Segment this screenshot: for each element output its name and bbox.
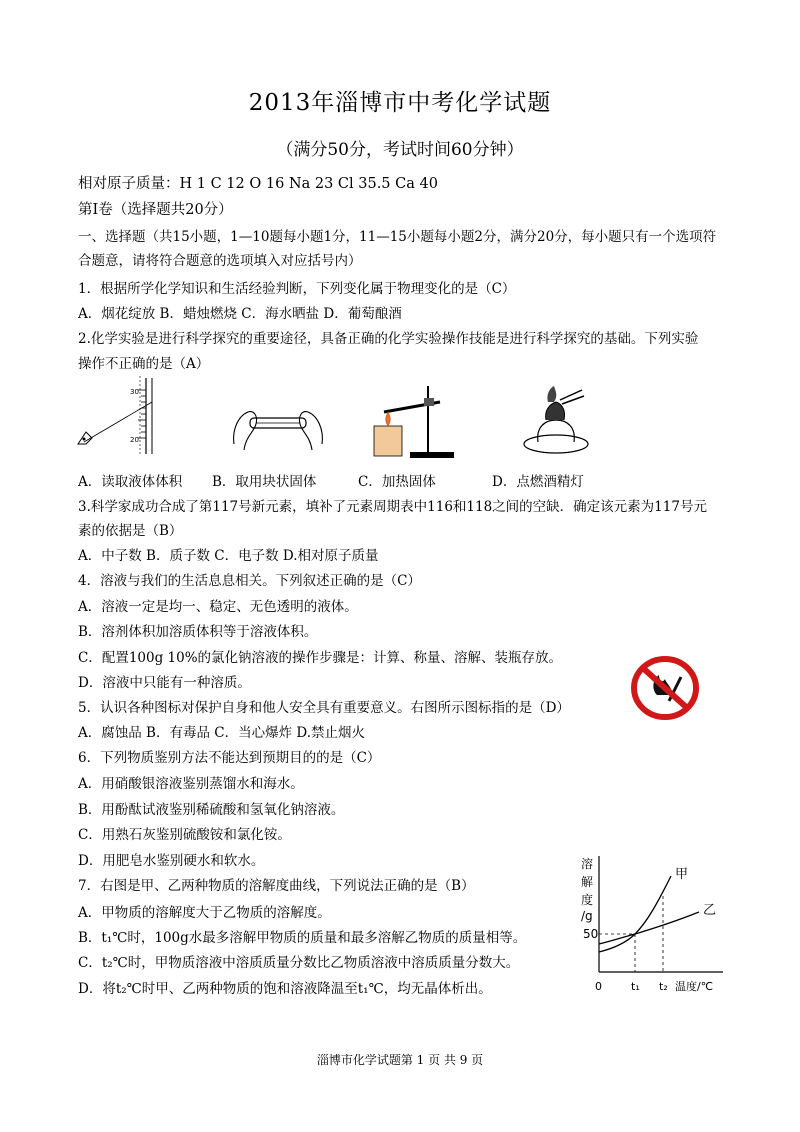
left-hand-icon [234,412,257,450]
y-tick-50: 50 [583,927,599,941]
x-tick-0: 0 [595,980,602,993]
no-fire-sign-icon [629,655,701,721]
solid-taking-figure [228,392,328,458]
q6-stem: 6．下列物质鉴别方法不能达到预期目的的是（C） [78,750,381,766]
q2-caption-c: C．加热固体 [358,474,436,490]
q5-stem: 5．认识各种图标对保护自身和他人安全具有重要意义。右图所示图标指的是（D） [78,700,570,716]
solubility-chart [575,852,730,1000]
q3-options: A．中子数 B．质子数 C．电子数 D.相对原子质量 [78,548,379,564]
q7-option-b: B．t₁℃时，100g水最多溶解甲物质的质量和最多溶解乙物质的质量相等。 [78,930,527,946]
q7-option-d: D．将t₂℃时甲、乙两种物质的饱和溶液降温至t₁℃，均无晶体析出。 [78,981,492,997]
heating-solid-figure [370,382,460,462]
q1-options: A．烟花绽放 B．蜡烛燃烧 C．海水晒盐 D．葡萄酿酒 [78,306,402,322]
q4-option-a: A．溶液一定是均一、稳定、无色透明的液体。 [78,599,358,615]
alcohol-lamp-figure [520,382,600,462]
q6-option-a: A．用硝酸银溶液鉴别蒸馏水和海水。 [78,776,304,792]
q3-stem-2: 素的依据是（B） [78,523,183,539]
q7-stem: 7．右图是甲、乙两种物质的溶解度曲线，下列说法正确的是（B） [78,878,475,894]
q4-option-b: B．溶剂体积加溶质体积等于溶液体积。 [78,624,318,640]
q2-caption-a: A．读取液体体积 [78,474,183,490]
instructions-line-2: 合题意，请将符合题意的选项填入对应括号内） [78,253,362,269]
right-hand-icon [299,412,322,450]
chart-ylabel-1: 溶 [581,857,594,871]
chart-ylabel-3: 度 [581,893,594,907]
q5-options: A．腐蚀品 B．有毒品 C．当心爆炸 D.禁止烟火 [78,725,366,741]
q3-stem-1: 3.科学家成功合成了第117号新元素，填补了元素周期表中116和118之间的空缺．确定该元素为117号元 [78,499,707,515]
page-subtitle: （满分50分，考试时间60分钟） [276,140,524,160]
chart-ylabel-4: /g [581,909,593,923]
x-tick-t2: t₂ [659,980,668,993]
cylinder-tick-30: 30 [130,388,139,396]
instructions-line-1: 一、选择题（共15小题，1—10题每小题1分，11—15小题每小题2分，满分20分，每小题只有一个选项符 [78,229,717,245]
lamp-flame-icon [547,386,556,402]
q4-option-c: C．配置100g 10%的氯化钠溶液的操作步骤是：计算、称量、溶解、装瓶存放。 [78,650,563,666]
q6-option-d: D．用肥皂水鉴别硬水和软水。 [78,853,265,869]
cylinder-tick-20: 20 [130,436,139,444]
q1-stem: 1．根据所学化学知识和生活经验判断，下列变化属于物理变化的是（C） [78,281,516,297]
series-jia-label: 甲 [675,867,689,882]
x-tick-t1: t₁ [631,980,640,993]
atomic-masses: 相对原子质量：H 1 C 12 O 16 Na 23 Cl 35.5 Ca 40 [78,176,438,192]
q6-option-b: B．用酚酞试液鉴别稀硫酸和氢氧化钠溶液。 [78,802,345,818]
chart-xlabel: 温度/℃ [675,980,714,993]
page-title: 2013年淄博市中考化学试题 [248,90,552,116]
page-footer: 淄博市化学试题第 1 页 共 9 页 [316,1053,484,1067]
chart-ylabel-2: 解 [581,875,594,889]
q6-option-c: C．用熟石灰鉴别硫酸铵和氯化铵。 [78,827,291,843]
q2-caption-d: D．点燃酒精灯 [492,474,584,490]
q2-caption-b: B．取用块状固体 [212,474,317,490]
q4-option-d: D．溶液中只能有一种溶质。 [78,675,251,691]
section-heading: 第Ⅰ卷（选择题共20分） [78,202,233,218]
flame-icon [386,412,391,426]
q7-option-c: C．t₂℃时，甲物质溶液中溶质质量分数比乙物质溶液中溶质质量分数大。 [78,955,520,971]
q7-option-a: A．甲物质的溶解度大于乙物质的溶解度。 [78,905,331,921]
cylinder-reading-figure [74,376,164,456]
q2-stem-2: 操作不正确的是（A） [78,356,210,372]
q4-stem: 4．溶液与我们的生活息息相关。下列叙述正确的是（C） [78,573,421,589]
series-yi-label: 乙 [703,903,717,918]
q2-stem-1: 2.化学实验是进行科学探究的重要途径，具备正确的化学实验操作技能是进行科学探究的基础。下列实验 [78,331,699,347]
